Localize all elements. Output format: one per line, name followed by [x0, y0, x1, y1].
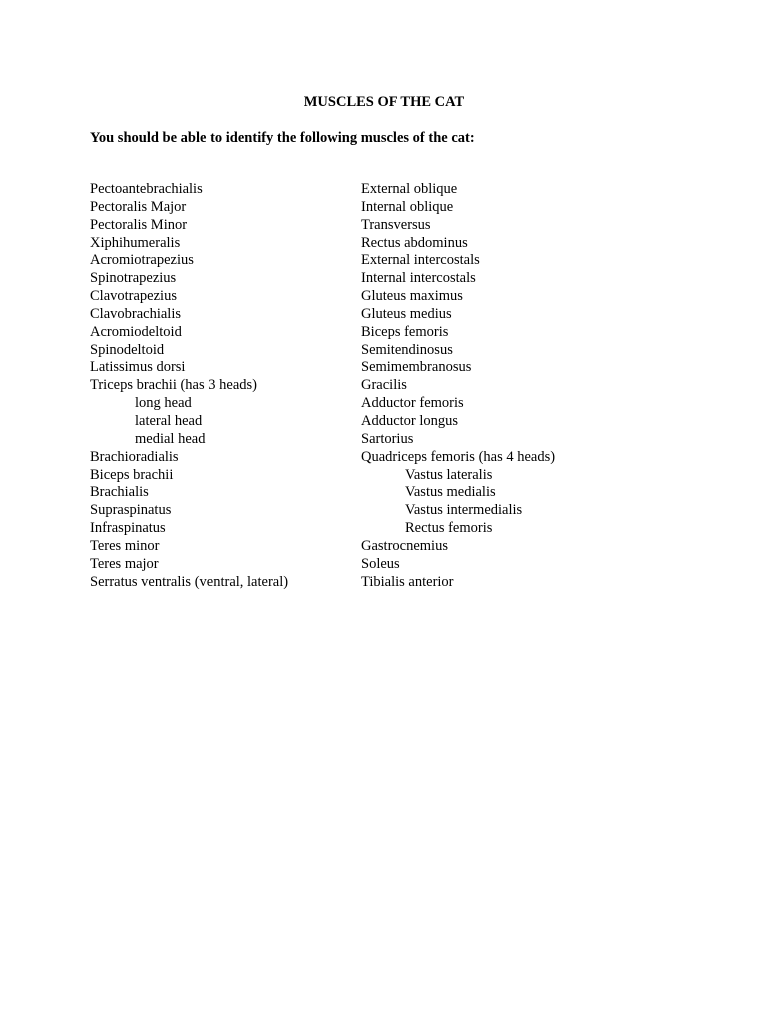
muscle-item: Semimembranosus — [361, 359, 472, 376]
muscle-item: Pectoralis Major — [90, 198, 187, 215]
muscle-item: Sartorius — [361, 430, 414, 447]
muscle-item: Biceps brachii — [90, 466, 174, 483]
instruction-text: You should be able to identify the following muscles of the cat: — [90, 130, 475, 146]
muscle-item: Gluteus maximus — [361, 288, 463, 305]
muscle-item: Transversus — [361, 216, 431, 233]
muscle-item: Internal intercostals — [361, 270, 476, 287]
muscle-item: Pectoantebrachialis — [90, 181, 203, 197]
muscle-item: Serratus ventralis (ventral, lateral) — [90, 573, 289, 590]
muscle-item: Xiphihumeralis — [90, 234, 181, 251]
muscle-item: Acromiodeltoid — [90, 323, 182, 340]
muscle-subitem: Rectus femoris — [405, 520, 493, 537]
muscle-item: Spinotrapezius — [90, 270, 177, 287]
muscle-item: Clavobrachialis — [90, 305, 182, 322]
muscle-item: External intercostals — [361, 252, 480, 269]
muscle-item: Adductor femoris — [361, 395, 464, 412]
muscle-item: Acromiotrapezius — [90, 252, 194, 269]
muscle-item: Triceps brachii (has 3 heads) — [90, 377, 257, 394]
muscle-item: Brachialis — [90, 484, 149, 501]
muscle-item: Gastrocnemius — [361, 537, 448, 554]
muscle-item: Pectoralis Minor — [90, 216, 188, 233]
muscle-item: Biceps femoris — [361, 323, 449, 340]
muscle-item: Brachioradialis — [90, 448, 179, 465]
muscle-item: Supraspinatus — [90, 502, 172, 519]
muscle-list-left — [90, 181, 288, 591]
muscle-item: Soleus — [361, 555, 400, 572]
muscle-subitem: long head — [135, 395, 192, 412]
muscle-subitem: Vastus medialis — [405, 484, 496, 501]
muscle-subitem: Vastus lateralis — [405, 466, 493, 483]
muscle-subitem: medial head — [135, 430, 206, 447]
muscle-item: Clavotrapezius — [90, 288, 177, 305]
muscle-item: Gluteus medius — [361, 305, 452, 322]
muscle-subitem: lateral head — [135, 412, 203, 429]
muscle-item: Tibialis anterior — [361, 573, 454, 590]
muscle-item: Spinodeltoid — [90, 341, 165, 358]
muscle-item: Teres major — [90, 555, 159, 572]
muscle-subitem: Vastus intermedialis — [405, 502, 523, 519]
muscle-item: External oblique — [361, 181, 458, 197]
muscle-item: Internal oblique — [361, 198, 454, 215]
muscle-item: Quadriceps femoris (has 4 heads) — [361, 448, 556, 465]
muscle-item: Latissimus dorsi — [90, 359, 186, 376]
muscle-list-right — [361, 181, 555, 591]
page-title: MUSCLES OF THE CAT — [303, 94, 465, 110]
muscle-item: Infraspinatus — [90, 520, 166, 537]
muscle-item: Teres minor — [90, 537, 160, 554]
muscle-item: Semitendinosus — [361, 341, 453, 358]
muscle-item: Gracilis — [361, 377, 407, 394]
muscle-item: Adductor longus — [361, 412, 459, 429]
muscle-item: Rectus abdominus — [361, 234, 468, 251]
